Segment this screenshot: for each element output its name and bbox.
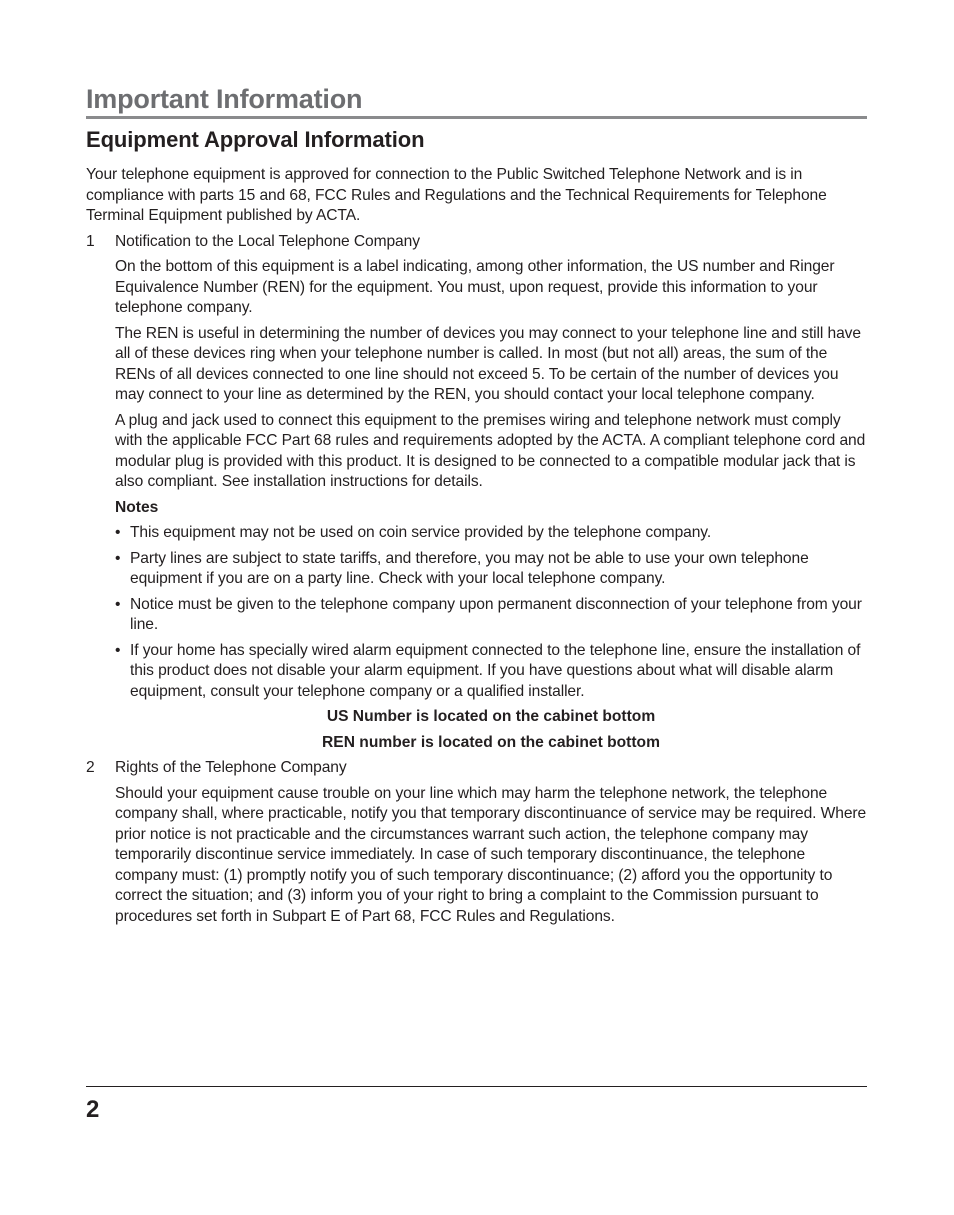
numbered-item-2-heading xyxy=(86,758,867,779)
note-text: Notice must be given to the telephone company upon permanent disconnection of your telephone from your line. xyxy=(130,595,862,633)
intro-paragraph: Your telephone equipment is approved for connection to the Public Switched Telephone Network and is in compliance with parts 15 and 68, FCC Rules and Regulations and the Technical Requirements for Telephone Terminal Equipment published by ACTA. xyxy=(86,166,827,224)
numbered-item-1-body xyxy=(115,257,867,753)
paragraph: On the bottom of this equipment is a label indicating, among other information, the US number and Ringer Equivalence Number (REN) for the equipment. You must, upon request, provide this information to your telephone company. xyxy=(115,258,835,316)
item-title: Notification to the Local Telephone Company xyxy=(115,232,420,250)
item-title: Rights of the Telephone Company xyxy=(115,759,347,776)
note-text: Party lines are subject to state tariffs, and therefore, you may not be able to use your own telephone equipment if you are on a party line. Check with your local telephone company. xyxy=(130,549,809,587)
us-number-location: US Number is located on the cabinet bottom xyxy=(326,708,656,725)
note-text: This equipment may not be used on coin service provided by the telephone company. xyxy=(130,524,712,541)
ren-number-location: REN number is located on the cabinet bottom xyxy=(322,733,660,751)
item-number: 2 xyxy=(86,759,95,776)
note-item xyxy=(115,641,867,703)
bullet-icon: • xyxy=(115,524,121,541)
page-content xyxy=(86,82,867,927)
numbered-item-1-heading xyxy=(86,232,867,253)
note-item xyxy=(115,549,867,590)
note-item xyxy=(115,523,867,544)
paragraph: Should your equipment cause trouble on your line which may harm the telephone network, the telephone company shall, where practicable, notify you that temporary discontinuance of service may be required. Where prior notice is not practicable and the circumstances warrant such action, the telephone company may temporarily discontinue service immediately. In case of such temporary discontinuance, the telephone company must: (1) promptly notify you of such temporary discontinuance; (2) afford you the opportunity to correct the situation; and (3) inform you of your right to bring a complaint to the Commission pursuant to procedures set forth in Subpart E of Part 68, FCC Rules and Regulations. xyxy=(115,784,867,925)
bullet-icon: • xyxy=(115,641,121,659)
numbered-item-2-body xyxy=(115,784,867,928)
paragraph: The REN is useful in determining the number of devices you may connect to your telephone line and still have all of these devices ring when your telephone number is called. In most (but not all) areas, the sum of the RENs of all devices connected to one line should not exceed 5. To be certain of the number of devices you may connect to your line as determined by the REN, you should contact your local telephone company. xyxy=(115,324,861,403)
paragraph: A plug and jack used to connect this equipment to the premises wiring and telephone network must comply with the applicable FCC Part 68 rules and requirements adopted by the ACTA. A compliant telephone cord and modular plug is provided with this product. It is designed to be connected to a compatible modular jack that is also compliant. See installation instructions for details. xyxy=(115,411,866,490)
page-header-title: Important Information xyxy=(86,82,867,119)
note-item xyxy=(115,595,867,636)
footer-divider xyxy=(86,1086,867,1087)
page-number: 2 xyxy=(86,1096,100,1123)
section-title: Equipment Approval Information xyxy=(86,127,425,152)
bullet-icon: • xyxy=(115,595,121,613)
item-number: 1 xyxy=(86,232,95,250)
bullet-icon: • xyxy=(115,549,121,567)
notes-heading: Notes xyxy=(115,498,159,516)
note-text: If your home has specially wired alarm equipment connected to the telephone line, ensure the installation of this product does not disable your alarm equipment. If you have questions about what will disable alarm equipment, consult your telephone company or a qualified installer. xyxy=(130,641,861,700)
